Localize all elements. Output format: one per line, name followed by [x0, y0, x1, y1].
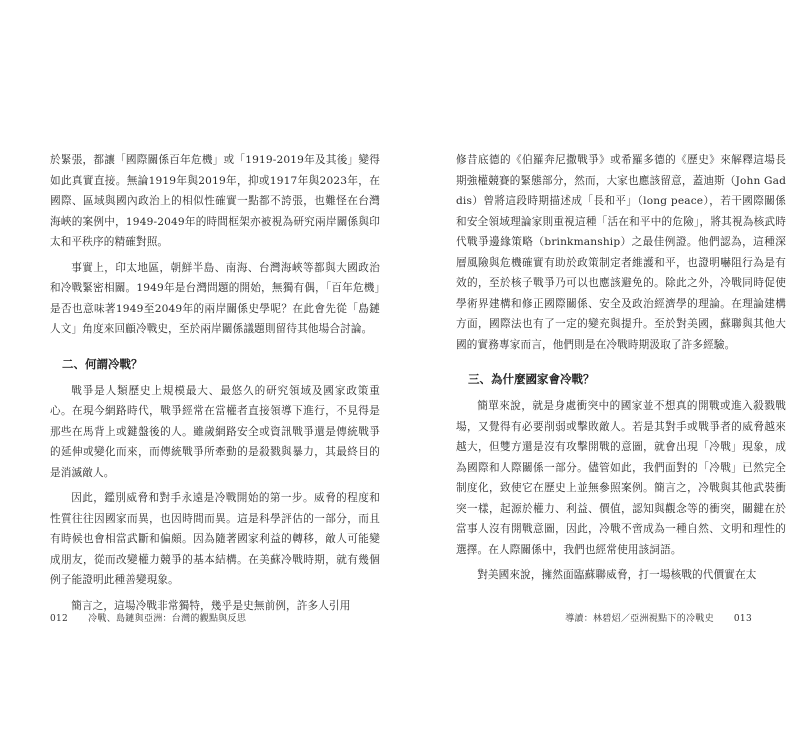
right-running-footer [565, 611, 752, 624]
paragraph: 修昔底德的《伯羅奔尼撒戰爭》或希羅多德的《歷史》來解釋這場長期強權競賽的緊態部分，然而，大家也應該留意，蓋迪斯（John Gaddis）曾將這段時期描述成「長和平」（long peace），若干國際關係和安全領域理論家則重視這種「活在和平中的危險」，將其視為核武時代戰爭邊緣策略（brinkmanship）之最佳例證。他們認為，這種深層風險與危機確實有助於政策制定者維護和平，也證明嚇阻行為是有效的，至於核子戰爭乃可以也應該避免的。除此之外，冷戰同時促使學術界建構和修正國際關係、安全及政治經濟學的理論。在理論建構方面，國際法也有了一定的變充與提升。至於對美國，蘇聯與其他大國的實務專家而言，他們則是在冷戰時期汲取了許多經驗。 [456, 154, 786, 351]
paragraph: 事實上，印太地區，朝鮮半島、南海、台灣海峽等都與大國政治和冷戰緊密相關。1949年是台灣問題的開始，無獨有偶，「百年危機」是否也意味著1949至2049年的兩岸關係史學呢？在此會先從「島鏈人文」角度來回顧冷戰史，至於兩岸關係議題則留待其他場合討論。 [50, 261, 380, 335]
right-page [456, 150, 786, 591]
paragraph: 對美國來說，擁然面臨蘇聯威脅，打一場核戰的代價實在太 [477, 569, 757, 581]
page-number: 012 [50, 614, 69, 624]
chapter-title: 導讀：林碧炤／亞洲視點下的冷戰史 [565, 614, 714, 624]
section-heading: 三、為什麼國家會冷戰？ [468, 372, 595, 386]
paragraph: 簡言之，這場冷戰非常獨特，幾乎是史無前例，許多人引用 [71, 599, 351, 612]
paragraph: 因此，鑑別威脅和對手永遠是冷戰開始的第一步。威脅的程度和性質往往因國家而異，也因時間而異。這是科學評估的一部分，而且有時候也會相當武斷和偏頗。因為隨著國家利益的轉移，敵人可能變成朋友，從而改變權力競爭的基本結構。在美蘇冷戰時期，就有幾個例子能證明此種善變現象。 [50, 492, 380, 586]
page-number: 013 [733, 614, 752, 624]
paragraph: 於緊張，都讓「國際關係百年危機」或「1919-2019年及其後」變得如此真實直接。無論1919年與2019年，抑或1917年與2023年，在國際、區域與國內政治上的相似性確實一點都不誇張，也難怪在台灣海峽的案例中，1949-2049年的時間框架亦被視為研究兩岸關係與印太和平秩序的精確對照。 [50, 154, 380, 248]
section-heading: 二、何謂冷戰？ [62, 356, 143, 371]
paragraph: 戰爭是人類歷史上規模最大、最悠久的研究領域及國家政策重心。在現今網路時代，戰爭經常在當權者直接領導下進行，不見得是那些在馬背上或鍵盤後的人。雖歲網路安全或資訊戰爭還是傳統戰爭的延伸或變化而來，而傳統戰爭所牽動的是殺戮與暴力，其最終目的是消滅敵人。 [50, 384, 380, 479]
left-page [50, 150, 380, 621]
paragraph: 簡單來說，就是身處衝突中的國家並不想真的開戰或進入殺戮戰場，又覺得有必要削弱或擊敗敵人。若是其對手或戰爭者的威脅越來越大，但雙方還是沒有攻擊開戰的意圖，就會出現「冷戰」現象，成為國際和人際關係一部分。儘管如此，我們面對的「冷戰」已然完全制度化，致使它在歷史上並無參照案例。簡言之，冷戰與其他武裝衝突一樣，起源於權力、利益、價值，認知與觀念等的衝突，關鍵在於當事人沒有開戰意圖，因此，冷戰不啻成為一種自然、文明和理性的選擇。在人際關係中，我們也經常使用該詞語。 [456, 400, 786, 556]
left-running-footer [50, 611, 246, 624]
book-title: 冷戰、島鏈與亞洲：台灣的觀點與反思 [88, 614, 247, 624]
